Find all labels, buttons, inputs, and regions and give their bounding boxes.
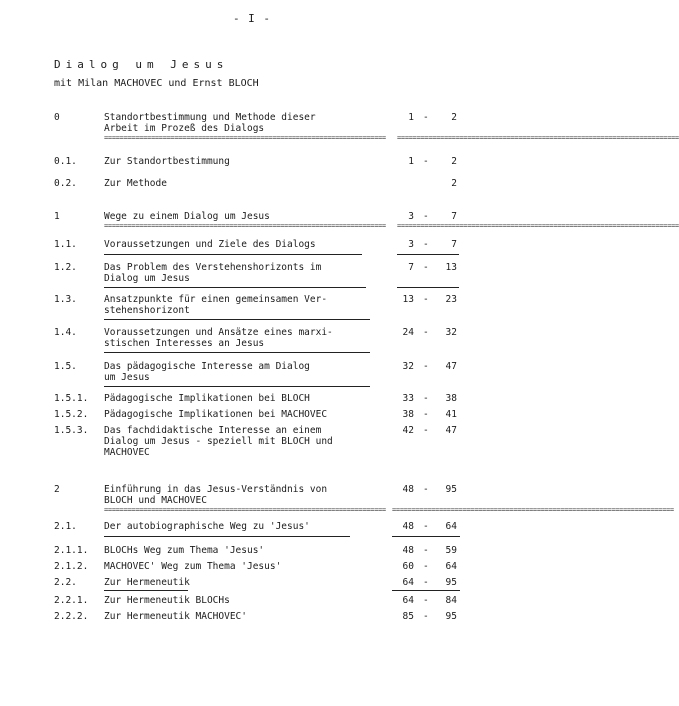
toc-entry-page-end: 64 [445, 521, 457, 532]
toc-entry-page-end: 84 [445, 595, 457, 606]
underline-rule [397, 254, 459, 255]
toc-entry-page-end: 64 [445, 561, 457, 572]
double-rule: ======================================================================== [397, 222, 679, 230]
toc-entry-number: 1.5. [54, 361, 77, 372]
toc-entry-number: 2.2.1. [54, 595, 89, 606]
document-subtitle: mit Milan MACHOVEC und Ernst BLOCH [54, 78, 259, 89]
toc-entry-title: Der autobiographische Weg zu 'Jesus' [104, 521, 310, 532]
toc-entry-title: Zur Standortbestimmung [104, 156, 230, 167]
toc-entry-title: Ansatzpunkte für einen gemeinsamen Ver- stehenshorizont [104, 294, 328, 316]
toc-entry-dash: - [423, 112, 429, 123]
page-number: - I - [232, 12, 272, 25]
toc-entry-title: Pädagogische Implikationen bei BLOCH [104, 393, 310, 404]
toc-entry-page-end: 95 [445, 611, 457, 622]
toc-entry-title: Voraussetzungen und Ansätze eines marxi- stischen Interesses an Jesus [104, 327, 333, 349]
toc-entry-dash: - [423, 611, 429, 622]
toc-entry-page-end: 2 [451, 156, 457, 167]
toc-entry-page-end: 95 [445, 484, 457, 495]
toc-entry-page-start: 64 [402, 577, 414, 588]
double-rule: ======================================================================== [104, 222, 386, 230]
toc-entry-page-start: 3 [408, 239, 414, 250]
double-rule: ======================================================================== [104, 506, 386, 514]
toc-entry-page-end: 7 [451, 211, 457, 222]
toc-entry-dash: - [423, 521, 429, 532]
toc-entry-number: 2.2.2. [54, 611, 89, 622]
toc-entry-page-end: 47 [445, 361, 457, 372]
toc-entry-page-start: 7 [408, 262, 414, 273]
toc-entry-page-start: 13 [402, 294, 414, 305]
underline-rule [104, 352, 370, 353]
toc-entry-number: 1.5.3. [54, 425, 89, 436]
document-title: Dialog um Jesus [54, 58, 229, 71]
toc-entry-number: 2.2. [54, 577, 77, 588]
double-rule: ======================================================================== [397, 134, 679, 142]
toc-entry-page-start: 48 [402, 484, 414, 495]
toc-entry-page-start: 3 [408, 211, 414, 222]
toc-entry-dash: - [423, 239, 429, 250]
underline-rule [397, 287, 459, 288]
toc-entry-title: BLOCHs Weg zum Thema 'Jesus' [104, 545, 265, 556]
toc-entry-page-end: 23 [445, 294, 457, 305]
toc-entry-dash: - [423, 545, 429, 556]
toc-entry-page-end: 7 [451, 239, 457, 250]
toc-entry-number: 2.1. [54, 521, 77, 532]
toc-entry-number: 1.2. [54, 262, 77, 273]
toc-entry-page-start: 60 [402, 561, 414, 572]
toc-entry-number: 1.4. [54, 327, 77, 338]
toc-entry-page-start: 38 [402, 409, 414, 420]
toc-entry-title: Das pädagogische Interesse am Dialog um Jesus [104, 361, 310, 383]
toc-entry-page-start: 1 [408, 156, 414, 167]
toc-entry-page-end: 32 [445, 327, 457, 338]
toc-entry-dash: - [423, 361, 429, 372]
underline-rule [104, 287, 366, 288]
underline-rule [104, 254, 362, 255]
toc-entry-dash: - [423, 577, 429, 588]
toc-entry-dash: - [423, 294, 429, 305]
toc-entry-number: 2.1.1. [54, 545, 89, 556]
toc-entry-number: 0 [54, 112, 60, 123]
toc-entry-page-end: 47 [445, 425, 457, 436]
toc-entry-title: Einführung in das Jesus-Verständnis von BLOCH und MACHOVEC [104, 484, 328, 506]
toc-entry-page-start: 42 [402, 425, 414, 436]
toc-entry-dash: - [423, 262, 429, 273]
toc-entry-dash: - [423, 561, 429, 572]
underline-rule [104, 536, 350, 537]
toc-entry-page-start: 33 [402, 393, 414, 404]
toc-entry-number: 0.1. [54, 156, 77, 167]
toc-entry-number: 1.1. [54, 239, 77, 250]
toc-entry-dash: - [423, 425, 429, 436]
toc-entry-page-start: 24 [402, 327, 414, 338]
toc-entry-title: MACHOVEC' Weg zum Thema 'Jesus' [104, 561, 282, 572]
toc-entry-title: Voraussetzungen und Ziele des Dialogs [104, 239, 316, 250]
toc-entry-title: Standortbestimmung und Methode dieser Arbeit im Prozeß des Dialogs [104, 112, 316, 134]
toc-entry-dash: - [423, 484, 429, 495]
toc-entry-title: Das Problem des Verstehenshorizonts im Dialog um Jesus [104, 262, 322, 284]
toc-entry-page-start: 64 [402, 595, 414, 606]
toc-entry-title: Zur Methode [104, 178, 167, 189]
toc-entry-page-start: 32 [402, 361, 414, 372]
toc-entry-number: 1.5.2. [54, 409, 89, 420]
toc-entry-dash: - [423, 409, 429, 420]
toc-entry-title: Wege zu einem Dialog um Jesus [104, 211, 270, 222]
toc-entry-dash: - [423, 156, 429, 167]
toc-entry-title: Zur Hermeneutik BLOCHs [104, 595, 230, 606]
underline-rule [104, 386, 370, 387]
double-rule: ======================================================================== [104, 134, 386, 142]
toc-entry-page-end: 13 [445, 262, 457, 273]
underline-rule [104, 319, 370, 320]
toc-entry-page-start: 48 [402, 545, 414, 556]
toc-entry-number: 0.2. [54, 178, 77, 189]
toc-entry-title: Pädagogische Implikationen bei MACHOVEC [104, 409, 328, 420]
double-rule: ======================================================================== [392, 506, 674, 514]
toc-entry-page-end: 41 [445, 409, 457, 420]
toc-entry-page-end: 2 [451, 112, 457, 123]
toc-entry-page-end: 2 [451, 178, 457, 189]
toc-entry-page-start: 85 [402, 611, 414, 622]
toc-entry-title: Das fachdidaktische Interesse an einem Dialog um Jesus - speziell mit BLOCH und MACHOVEC [104, 425, 333, 458]
toc-entry-number: 1.5.1. [54, 393, 89, 404]
toc-entry-title: Zur Hermeneutik MACHOVEC' [104, 611, 247, 622]
toc-entry-page-end: 38 [445, 393, 457, 404]
toc-entry-number: 2 [54, 484, 60, 495]
toc-entry-number: 2.1.2. [54, 561, 89, 572]
toc-entry-page-end: 95 [445, 577, 457, 588]
toc-entry-number: 1.3. [54, 294, 77, 305]
toc-entry-page-end: 59 [445, 545, 457, 556]
toc-entry-dash: - [423, 393, 429, 404]
toc-entry-dash: - [423, 595, 429, 606]
toc-entry-dash: - [423, 327, 429, 338]
toc-entry-number: 1 [54, 211, 60, 222]
toc-entry-title: Zur Hermeneutik [104, 577, 190, 588]
underline-rule [392, 590, 460, 591]
toc-entry-page-start: 48 [402, 521, 414, 532]
underline-rule [392, 536, 460, 537]
toc-entry-dash: - [423, 211, 429, 222]
toc-entry-page-start: 1 [408, 112, 414, 123]
underline-rule [104, 590, 188, 591]
